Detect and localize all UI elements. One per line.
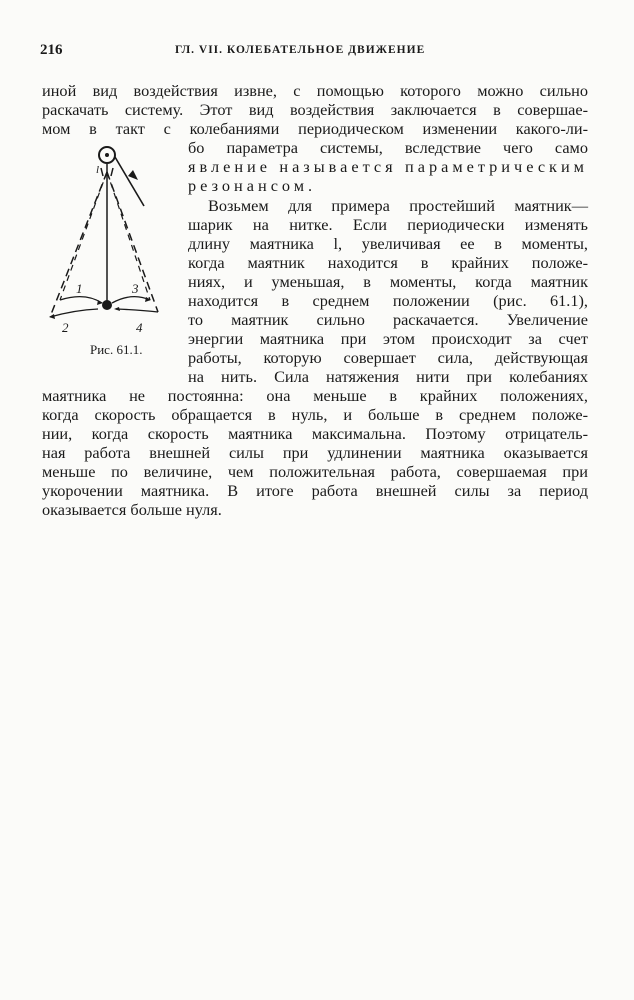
text-line: мом в такт с колебаниями периодическом изменении какого-ли- [42,119,588,138]
arrow-icon [128,170,138,180]
text-line: Возьмем для примера простейший маятник— [208,196,588,215]
text-line: длину маятника l, увеличивая ее в моменты, [188,234,588,253]
figure-label: 3 [132,281,139,296]
pendulum-figure [40,142,190,362]
figure-label: 4 [136,320,143,335]
text-line: резонансом. [188,176,317,195]
figure-label: 2 [62,320,69,335]
text-line: укорочении маятника. В итоге работа внешней силы за период [42,481,588,500]
text-line: ная работа внешней силы при удлинении маятника оказывается [42,443,588,462]
figure-caption: Рис. 61.1. [90,342,143,357]
text-line: то маятник сильно раскачается. Увеличение [188,310,588,329]
pendulum-ball [102,300,112,310]
figure-label: l [96,164,100,176]
text-line: иной вид воздействия извне, с помощью которого можно сильно [42,81,588,100]
figure-label: 1 [76,281,83,296]
page-number: 216 [40,42,63,58]
text-line: шарик на нитке. Если периодически изменять [188,215,588,234]
text-line: когда маятник находится в крайних положе- [188,253,588,272]
text-line: нии, когда скорость маятника максимальна. Поэтому отрицатель- [42,424,588,443]
text-line: раскачать систему. Этот вид воздействия заключается в совершае- [42,100,588,119]
text-line: когда скорость обращается в нуль, и больше в среднем положе- [42,405,588,424]
running-head: ГЛ. VII. КОЛЕБАТЕЛЬНОЕ ДВИЖЕНИЕ [175,44,426,56]
text-line: ниях, и уменьшая, в моменты, когда маятник [188,272,588,291]
text-line: на нить. Сила натяжения нити при колебаниях [188,367,588,386]
text-line: оказывается больше нуля. [42,500,222,519]
text-line: энергии маятника при этом происходит за счет [188,329,588,348]
pendulum-diagram [40,142,190,342]
text-line: находится в среднем положении (рис. 61.1), [188,291,588,310]
text-line: работы, которую совершает сила, действующая [188,348,588,367]
page-header [40,42,600,62]
text-line: бо параметра системы, вследствие чего само [188,138,588,157]
text-line: явление называется параметрическим [188,157,588,176]
text-line: маятника не постоянна: она меньше в крайних положениях, [42,386,588,405]
text-line: меньше по величине, чем положительная работа, совершаемая при [42,462,588,481]
